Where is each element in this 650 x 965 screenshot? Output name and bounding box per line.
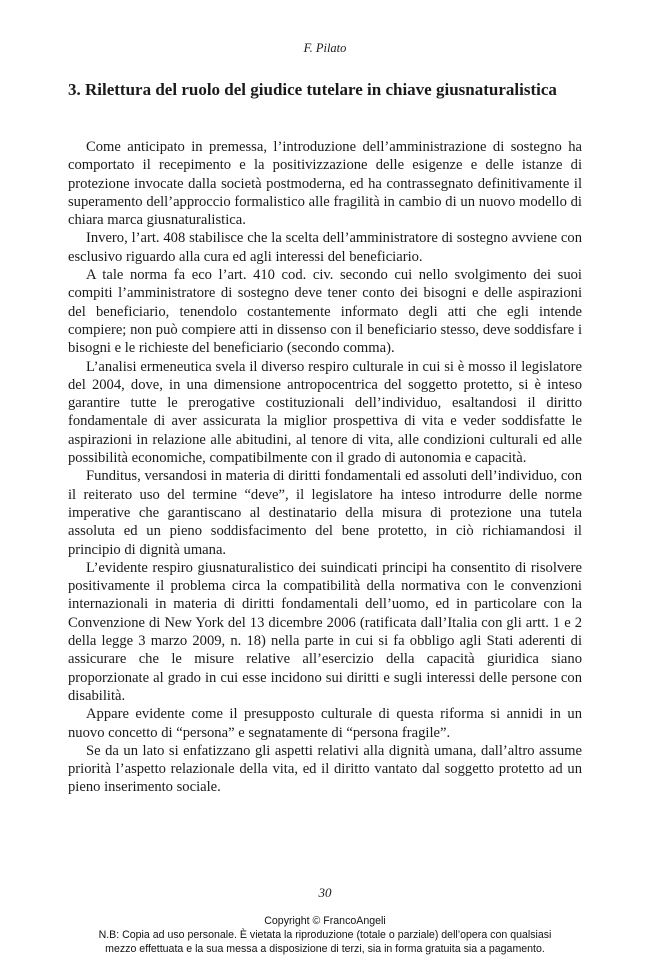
paragraph: Funditus, versandosi in materia di diritti fondamentali ed assoluti dell’individuo, con il reiterato uso del termine “deve”, il legislatore ha inteso introdurre delle norme imperative che garantiscano al destinatario della misura di protezione una tutela assoluta ed un pieno soddisfacimento del bene protetto, in ciò richiamandosi il principio di dignità umana.: [68, 468, 582, 558]
copyright-line: mezzo effettuata e la sua messa a disposizione di terzi, sia in forma gratuita sia a pagamento.: [105, 943, 545, 955]
copyright-line: Copyright © FrancoAngeli: [264, 915, 386, 927]
body-text: [68, 138, 582, 797]
running-head: F. Pilato: [303, 41, 347, 55]
section-title: 3. Rilettura del ruolo del giudice tutelare in chiave giusnaturalistica: [68, 80, 557, 99]
paragraph: Appare evidente come il presupposto culturale di questa riforma si annidi in un nuovo concetto di “persona” e segnatamente di “persona fragile”.: [68, 706, 582, 741]
paragraph: L’evidente respiro giusnaturalistico dei suindicati principi ha consentito di risolvere positivamente il problema circa la compatibilità della normativa con le convenzioni internazionali in materia di diritti fondamentali dell’uomo, ed in particolare con la Convenzione di New York del 13 dicembre 2006 (ratificata dall’Italia con gli artt. 1 e 2 della legge 3 marzo 2009, n. 18) nella parte in cui si fa obbligo agli Stati aderenti di assicurare che le misure relative all’esercizio della capacità giuridica siano proporzionate al grado in cui esse incidono sui diritti e sugli interessi delle persone con disabilità.: [68, 559, 582, 704]
paragraph: Se da un lato si enfatizzano gli aspetti relativi alla dignità umana, dall’altro assume priorità l’aspetto relazionale della vita, ed il diritto vantato dal soggetto protetto ad un pieno inserimento sociale.: [68, 742, 582, 796]
paragraph: Invero, l’art. 408 stabilisce che la scelta dell’amministratore di sostegno avviene con esclusivo riguardo alla cura ed agli interessi del beneficiario.: [68, 230, 582, 265]
copyright-line: N.B: Copia ad uso personale. È vietata la riproduzione (totale o parziale) dell’opera con qualsiasi: [98, 929, 552, 941]
paragraph: L’analisi ermeneutica svela il diverso respiro culturale in cui si è mosso il legislatore del 2004, dove, in una dimensione antropocentrica del soggetto protetto, si è inteso garantire tutte le prerogative costituzionali dell’individuo, esaltandosi il diritto fondamentale di aver assicurata la miglior prospettiva di vita e veder soddisfatte le aspirazioni in relazione alle abitudini, al tenore di vita, alle condizioni culturali ed alle possibilità economiche, compatibilmente con il grado di autonomia e capacità.: [68, 358, 582, 467]
page-number: 30: [318, 885, 332, 900]
copyright-notice: [0, 914, 650, 956]
paragraph: Come anticipato in premessa, l’introduzione dell’amministrazione di sostegno ha comportato il recepimento e la positivizzazione delle esigenze e delle istanze di protezione invocate dalla società postmoderna, ed ha contrassegnato definitivamente il superamento dell’approccio formalistico alle fragilità in cambio di un nuovo modello di chiara marca giusnaturalistica.: [68, 139, 582, 229]
paragraph: A tale norma fa eco l’art. 410 cod. civ. secondo cui nello svolgimento dei suoi compiti l’amministratore di sostegno deve tener conto dei bisogni e delle aspirazioni del beneficiario, tenendolo costantemente informato degli atti che egli intende compiere; non può compiere atti in dissenso con il beneficiario stesso, deve soddisfare i bisogni e le richieste del beneficiario (secondo comma).: [68, 267, 582, 357]
